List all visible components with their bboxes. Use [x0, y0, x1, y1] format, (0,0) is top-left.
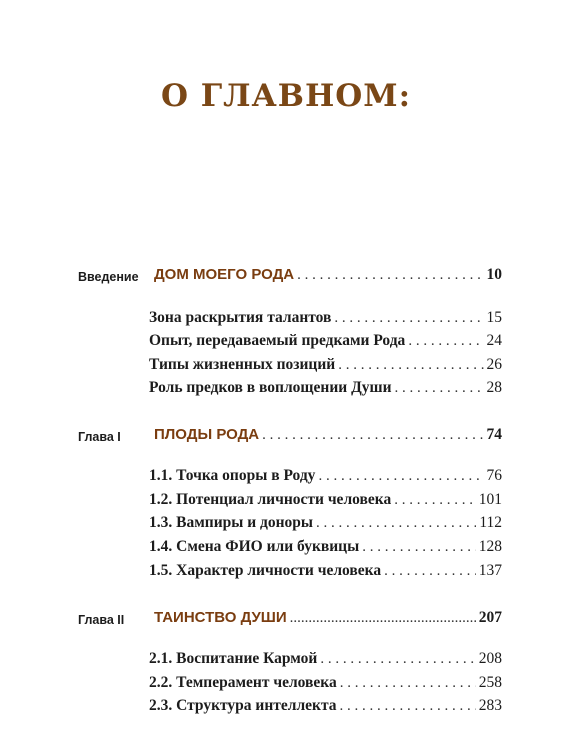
chapter-2[interactable]	[0, 609, 572, 633]
entry-title: 2.2. Темперамент человека	[149, 674, 337, 691]
toc-entry[interactable]	[149, 332, 502, 354]
entry-page-number: 137	[478, 562, 502, 579]
toc-entry[interactable]	[149, 491, 502, 513]
chapter-line	[154, 426, 502, 444]
entry-title: 1.3. Вампиры и доноры	[149, 514, 314, 531]
toc-entry[interactable]	[149, 467, 502, 489]
chapter-page-number: 207	[478, 609, 502, 626]
entry-title: 2.1. Воспитание Кармой	[149, 650, 318, 667]
dot-leader	[320, 651, 475, 668]
toc-entry[interactable]	[149, 538, 502, 560]
entry-page-number: 15	[486, 309, 502, 326]
toc-entry[interactable]	[149, 379, 502, 401]
entry-page-number: 128	[478, 538, 502, 555]
entry-page-number: 208	[478, 650, 502, 667]
dot-leader	[408, 333, 483, 350]
entry-page-number: 28	[486, 379, 502, 396]
dot-leader	[362, 539, 476, 556]
chapter-title: ТАИНСТВО ДУШИ	[154, 609, 287, 626]
entry-page-number: 112	[479, 514, 502, 531]
entry-title: Типы жизненных позиций	[149, 356, 336, 373]
entry-page-number: 283	[478, 697, 502, 714]
dot-leader	[340, 675, 476, 692]
entry-title: Зона раскрытия талантов	[149, 309, 332, 326]
entry-page-number: 26	[486, 356, 502, 373]
dot-leader	[384, 563, 476, 580]
chapter-page-number: 74	[486, 426, 502, 443]
dot-leader	[334, 310, 483, 327]
toc-entry[interactable]	[149, 650, 502, 672]
entry-page-number: 24	[486, 332, 502, 349]
entry-page-number: 76	[486, 467, 502, 484]
entry-title: 2.3. Структура интеллекта	[149, 697, 337, 714]
chapter-1[interactable]	[0, 426, 572, 450]
chapter-label: Глава II	[78, 613, 125, 627]
entry-title: 1.5. Характер личности человека	[149, 562, 382, 579]
entry-title: 1.2. Потенциал личности человека	[149, 491, 392, 508]
entry-title: 1.1. Точка опоры в Роду	[149, 467, 316, 484]
entry-page-number: 101	[478, 491, 502, 508]
chapter-title: ПЛОДЫ РОДА	[154, 426, 260, 443]
dot-leader	[262, 427, 483, 444]
toc-entry[interactable]	[149, 309, 502, 331]
toc-entry[interactable]	[149, 356, 502, 378]
dot-leader	[318, 468, 483, 485]
chapter-label: Глава I	[78, 430, 121, 444]
toc-entry[interactable]	[149, 697, 502, 719]
chapter-line	[154, 609, 502, 627]
toc-entry[interactable]	[149, 562, 502, 584]
chapter-title: ДОМ МОЕГО РОДА	[154, 266, 295, 283]
chapter-page-number: 10	[486, 266, 502, 283]
page-title: О ГЛАВНОМ:	[160, 78, 412, 114]
chapter-intro[interactable]	[0, 266, 572, 290]
dot-leader	[394, 492, 476, 509]
entry-title: Роль предков в воплощении Души	[149, 379, 392, 396]
dot-leader	[290, 610, 476, 627]
entry-title: Опыт, передаваемый предками Рода	[149, 332, 406, 349]
toc-entry[interactable]	[149, 674, 502, 696]
dot-leader	[316, 515, 476, 532]
dot-leader	[395, 380, 484, 397]
dot-leader	[338, 357, 483, 374]
dot-leader	[297, 267, 483, 284]
chapter-line	[154, 266, 502, 284]
entry-page-number: 258	[478, 674, 502, 691]
toc-entry[interactable]	[149, 514, 502, 536]
entry-title: 1.4. Смена ФИО или буквицы	[149, 538, 360, 555]
chapter-label: Введение	[78, 270, 139, 284]
dot-leader	[340, 698, 476, 715]
